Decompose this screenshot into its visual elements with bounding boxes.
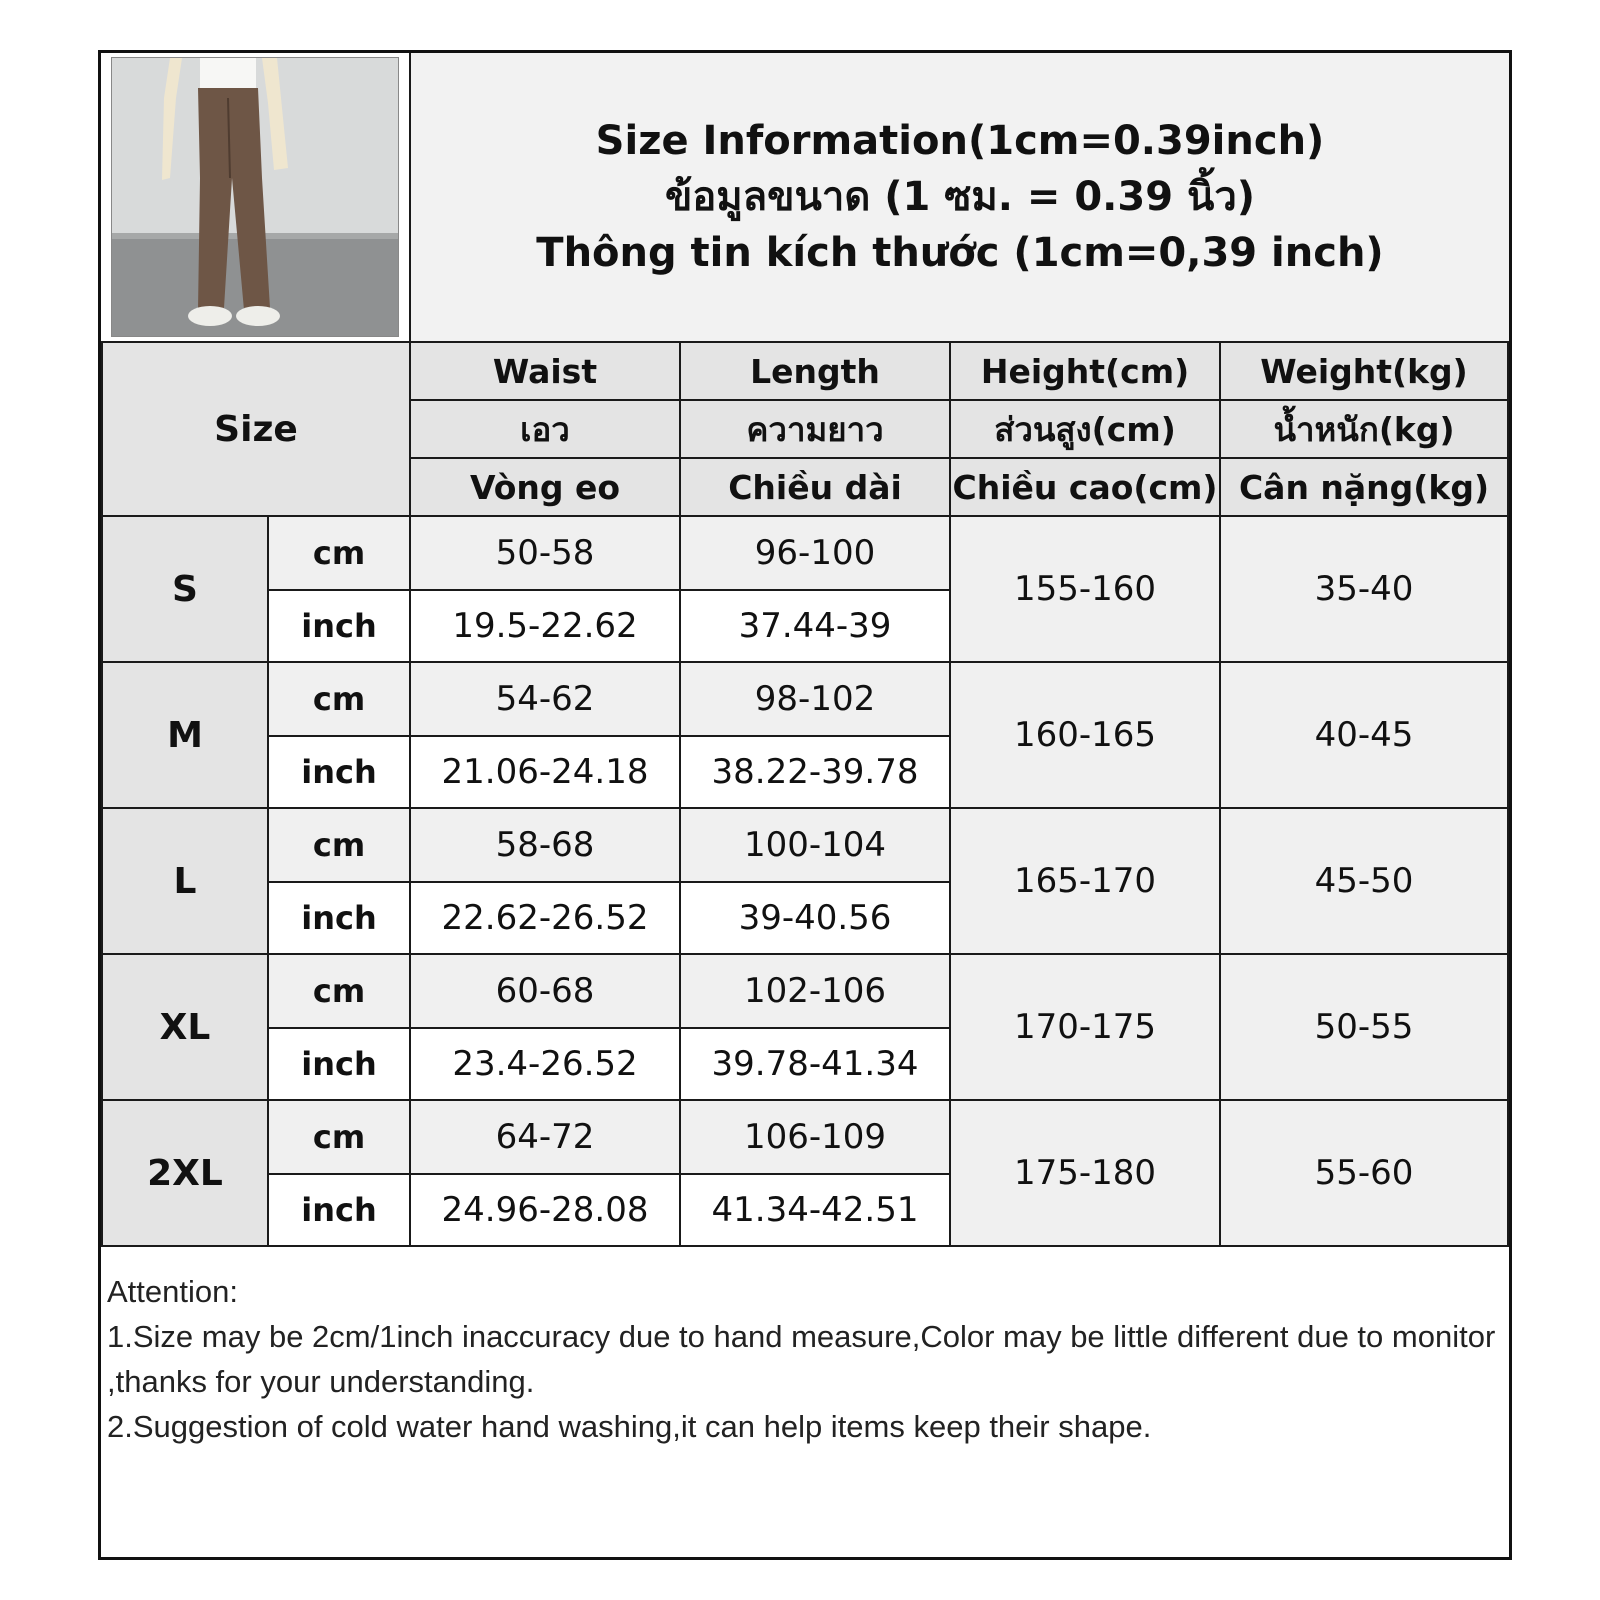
size-label: 2XL (101, 1099, 269, 1247)
length-header-en: Length (679, 341, 951, 401)
waist-cm: 54-62 (409, 661, 681, 737)
height-range: 165-170 (949, 807, 1221, 955)
weight-header-vi: Cân nặng(kg) (1219, 457, 1509, 517)
weight-range: 45-50 (1219, 807, 1509, 955)
weight-header-en: Weight(kg) (1219, 341, 1509, 401)
title-vietnamese: Thông tin kích thước (1cm=0,39 inch) (536, 230, 1384, 276)
length-cm: 98-102 (679, 661, 951, 737)
product-photo (111, 57, 399, 337)
waist-inch: 19.5-22.62 (409, 589, 681, 663)
weight-range: 50-55 (1219, 953, 1509, 1101)
waist-header-vi: Vòng eo (409, 457, 681, 517)
waist-cm: 58-68 (409, 807, 681, 883)
length-cm: 102-106 (679, 953, 951, 1029)
height-header-th: ส่วนสูง(cm) (949, 399, 1221, 459)
length-inch: 37.44-39 (679, 589, 951, 663)
weight-range: 35-40 (1219, 515, 1509, 663)
size-label: XL (101, 953, 269, 1101)
weight-range: 55-60 (1219, 1099, 1509, 1247)
waist-inch: 21.06-24.18 (409, 735, 681, 809)
waist-cm: 50-58 (409, 515, 681, 591)
unit-cm: cm (267, 807, 411, 883)
unit-inch: inch (267, 1173, 411, 1247)
waist-header-th: เอว (409, 399, 681, 459)
product-photo-illustration (112, 58, 399, 337)
height-range: 160-165 (949, 661, 1221, 809)
unit-cm: cm (267, 661, 411, 737)
size-label: M (101, 661, 269, 809)
height-header-vi: Chiều cao(cm) (949, 457, 1221, 517)
length-inch: 38.22-39.78 (679, 735, 951, 809)
length-header-vi: Chiều dài (679, 457, 951, 517)
length-inch: 41.34-42.51 (679, 1173, 951, 1247)
length-header-th: ความยาว (679, 399, 951, 459)
title-english: Size Information(1cm=0.39inch) (595, 118, 1325, 164)
height-range: 175-180 (949, 1099, 1221, 1247)
waist-cm: 64-72 (409, 1099, 681, 1175)
height-header-en: Height(cm) (949, 341, 1221, 401)
unit-inch: inch (267, 735, 411, 809)
waist-inch: 23.4-26.52 (409, 1027, 681, 1101)
size-label: S (101, 515, 269, 663)
length-cm: 106-109 (679, 1099, 951, 1175)
unit-cm: cm (267, 953, 411, 1029)
unit-cm: cm (267, 515, 411, 591)
length-cm: 96-100 (679, 515, 951, 591)
attention-note-2: 2.Suggestion of cold water hand washing,it can help items keep their shape. (107, 1409, 1152, 1444)
unit-inch: inch (267, 881, 411, 955)
height-range: 170-175 (949, 953, 1221, 1101)
unit-cm: cm (267, 1099, 411, 1175)
weight-range: 40-45 (1219, 661, 1509, 809)
attention-heading: Attention: (107, 1274, 238, 1309)
size-header: Size (101, 341, 411, 517)
unit-inch: inch (267, 589, 411, 663)
title-thai: ข้อมูลขนาด (1 ซม. = 0.39 นิ้ว) (664, 174, 1256, 220)
waist-header-en: Waist (409, 341, 681, 401)
size-chart (98, 50, 1512, 1560)
weight-header-th: น้ำหนัก(kg) (1219, 399, 1509, 459)
length-inch: 39-40.56 (679, 881, 951, 955)
waist-inch: 22.62-26.52 (409, 881, 681, 955)
attention-note-1: 1.Size may be 2cm/1inch inaccuracy due to hand measure,Color may be little different due to monitor ,thanks for your understanding. (107, 1319, 1496, 1399)
attention-notes (101, 1263, 1509, 1557)
length-cm: 100-104 (679, 807, 951, 883)
waist-cm: 60-68 (409, 953, 681, 1029)
waist-inch: 24.96-28.08 (409, 1173, 681, 1247)
size-info-title (409, 53, 1509, 343)
unit-inch: inch (267, 1027, 411, 1101)
size-label: L (101, 807, 269, 955)
length-inch: 39.78-41.34 (679, 1027, 951, 1101)
height-range: 155-160 (949, 515, 1221, 663)
